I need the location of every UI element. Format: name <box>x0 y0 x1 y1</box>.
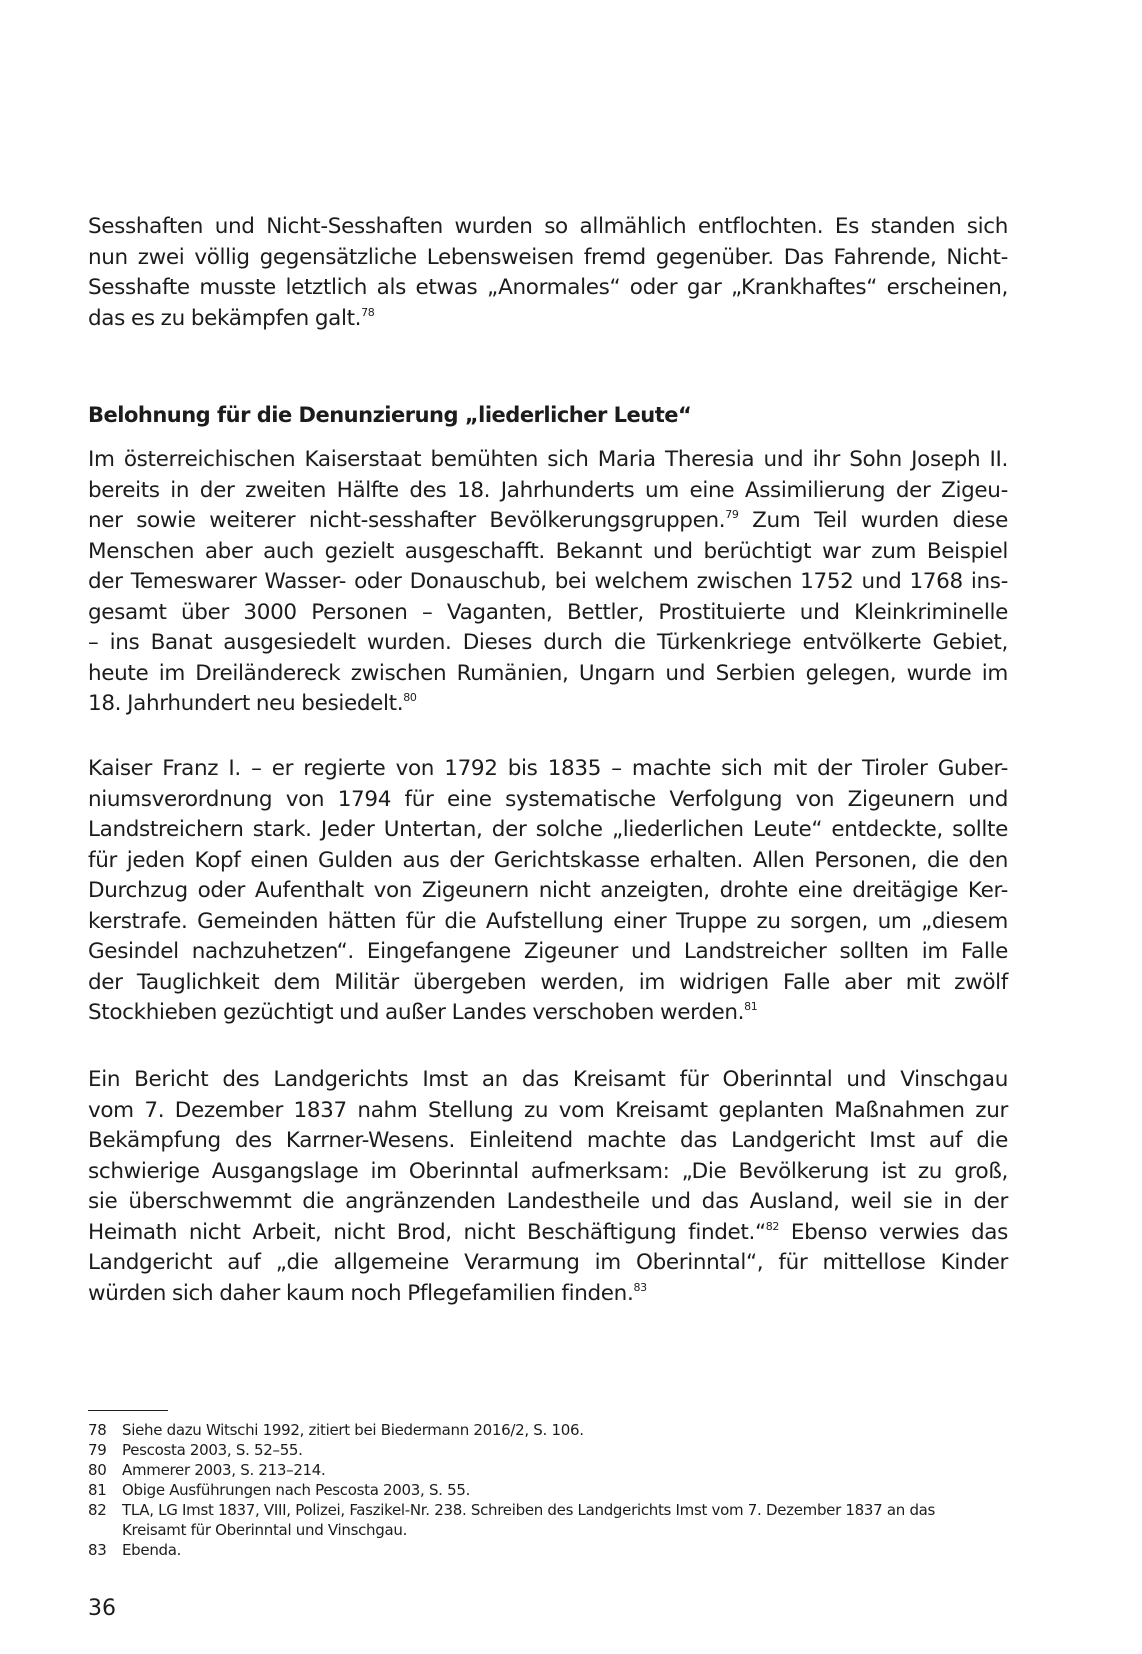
section-heading: Belohnung für die Denunzierung „liederlicher Leute“ <box>88 403 692 427</box>
text-line: das es zu bekämpfen galt.$^{78}$ <box>88 305 375 331</box>
page-number: 36 <box>88 1596 116 1621</box>
footnote-ref[interactable]: 83 <box>633 1280 647 1294</box>
footnote-divider <box>88 1410 168 1411</box>
text-line: Landgericht auf „die allgemeine Verarmung im Oberinntal“, für mittellose Kinder <box>88 1250 1008 1275</box>
text-line: Gesindel nachzuhetzen“. Eingefangene Zigeuner und Landstreicher sollten im Falle <box>88 939 1008 964</box>
text-line: Kaiser Franz I. – er regierte von 1792 bis 1835 – machte sich mit der Tiroler Guber- <box>88 756 1008 781</box>
footnote-item <box>88 1480 988 1500</box>
footnote-number: 82 <box>88 1501 107 1519</box>
text-line: schwierige Ausgangslage im Oberinntal aufmerksam: „Die Bevölkerung ist zu groß, <box>88 1158 1008 1184</box>
text-line: der Temeswarer Wasser- oder Donauschub, bei welchem zwischen 1752 und 1768 ins- <box>88 569 1008 594</box>
text-line: Landstreichern stark. Jeder Untertan, der solche „liederlichen Leute“ entdeckte, sollte <box>88 817 1008 842</box>
footnote-item <box>88 1440 988 1460</box>
text-line: 18. Jahrhundert neu besiedelt.$^{80}$ <box>88 691 417 716</box>
paragraph-assimilation <box>88 445 1008 720</box>
text-line: ner sowie weiterer nicht-sesshafter Bevölkerungsgruppen.$^{79}$ Zum Teil wurden diese <box>88 508 1008 533</box>
footnote-ref[interactable]: 79 <box>725 508 739 521</box>
footnote-text: Pescosta 2003, S. 52–55. <box>122 1441 303 1459</box>
text-line: bereits in der zweiten Hälfte des 18. Jahrhunderts um eine Assimilierung der Zigeu- <box>88 477 1008 503</box>
footnotes-list <box>88 1420 988 1560</box>
text-line: Sesshaften und Nicht-Sesshaften wurden so allmählich entflochten. Es standen sich <box>88 214 1008 239</box>
text-line: vom 7. Dezember 1837 nahm Stellung zu vom Kreisamt geplanten Maßnahmen zur <box>88 1097 1008 1123</box>
footnote-ref[interactable]: 80 <box>403 691 417 704</box>
footnote-item <box>88 1420 988 1440</box>
text-line: für jeden Kopf einen Gulden aus der Gerichtskasse erhalten. Allen Personen, die den <box>88 847 1008 873</box>
footnote-number: 80 <box>88 1461 107 1479</box>
paragraph-imst <box>88 1065 1008 1309</box>
text-line: heute im Dreiländereck zwischen Rumänien, Ungarn und Serbien gelegen, wurde im <box>88 660 1008 686</box>
footnote-text: Ebenda. <box>122 1541 182 1559</box>
text-line: Durchzug oder Aufenthalt von Zigeunern nicht anzeigten, drohte eine dreitägige Ker- <box>88 878 1008 903</box>
footnote-item <box>88 1460 988 1480</box>
text-line: niumsverordnung von 1794 für eine systematische Verfolgung von Zigeunern und <box>88 786 1008 812</box>
text-line: nun zwei völlig gegensätzliche Lebensweisen fremd gegenüber. Das Fahrende, Nicht- <box>88 244 1008 270</box>
paragraph-franz <box>88 754 1008 1029</box>
text-line: Sesshafte musste letztlich als etwas „Anormales“ oder gar „Krankhaftes“ erscheinen, <box>88 275 1008 300</box>
text-line: würden sich daher kaum noch Pflegefamilien finden.$^{83}$ <box>88 1280 647 1306</box>
text-line: Im österreichischen Kaiserstaat bemühten sich Maria Theresia und ihr Sohn Joseph II. <box>88 447 1008 472</box>
footnote-ref[interactable]: 82 <box>765 1219 780 1233</box>
footnote-item <box>88 1500 988 1540</box>
text-line: kerstrafe. Gemeinden hätten für die Aufstellung einer Truppe zu sorgen, um „diesem <box>88 908 1008 934</box>
text-line: Menschen aber auch gezielt ausgeschafft. Bekannt und berüchtigt war zum Beispiel <box>88 538 1008 564</box>
text-line: Heimath nicht Arbeit, nicht Brod, nicht Beschäftigung findet.“$^{82}$ Ebenso verwies das <box>88 1219 1008 1245</box>
text-line: Ein Bericht des Landgerichts Imst an das Kreisamt für Oberinntal und Vinschgau <box>88 1067 1008 1092</box>
text-line: Stockhieben gezüchtigt und außer Landes verschoben werden.$^{81}$ <box>88 1000 758 1025</box>
footnote-number: 79 <box>88 1441 107 1459</box>
footnote-number: 81 <box>88 1481 107 1499</box>
text-line: der Tauglichkeit dem Militär übergeben werden, im widrigen Falle aber mit zwölf <box>88 969 1008 995</box>
footnote-item <box>88 1540 988 1560</box>
footnote-text: Ammerer 2003, S. 213–214. <box>122 1461 326 1479</box>
footnote-number: 78 <box>88 1421 107 1439</box>
text-line: gesamt über 3000 Personen – Vaganten, Bettler, Prostituierte und Kleinkriminelle <box>88 599 1008 625</box>
footnote-text: Obige Ausführungen nach Pescosta 2003, S. 55. <box>122 1481 471 1499</box>
paragraph-intro <box>88 212 1008 334</box>
footnote-ref[interactable]: 78 <box>361 305 375 319</box>
text-line: – ins Banat ausgesiedelt wurden. Dieses durch die Türkenkriege entvölkerte Gebiet, <box>88 630 1008 655</box>
footnote-text: Siehe dazu Witschi 1992, zitiert bei Biedermann 2016/2, S. 106. <box>122 1421 584 1439</box>
footnote-ref[interactable]: 81 <box>744 1000 758 1013</box>
text-line: Bekämpfung des Karrner-Wesens. Einleitend machte das Landgericht Imst auf die <box>88 1128 1008 1153</box>
text-line: sie überschwemmt die angränzenden Landestheile und das Ausland, weil sie in der <box>88 1189 1008 1214</box>
footnote-text: TLA, LG Imst 1837, VIII, Polizei, Faszikel-Nr. 238. Schreiben des Landgerichts Imst vom 7. Dezember 1837 an das Kreisamt für Oberinntal und Vinschgau. <box>122 1501 936 1539</box>
footnote-number: 83 <box>88 1541 107 1559</box>
